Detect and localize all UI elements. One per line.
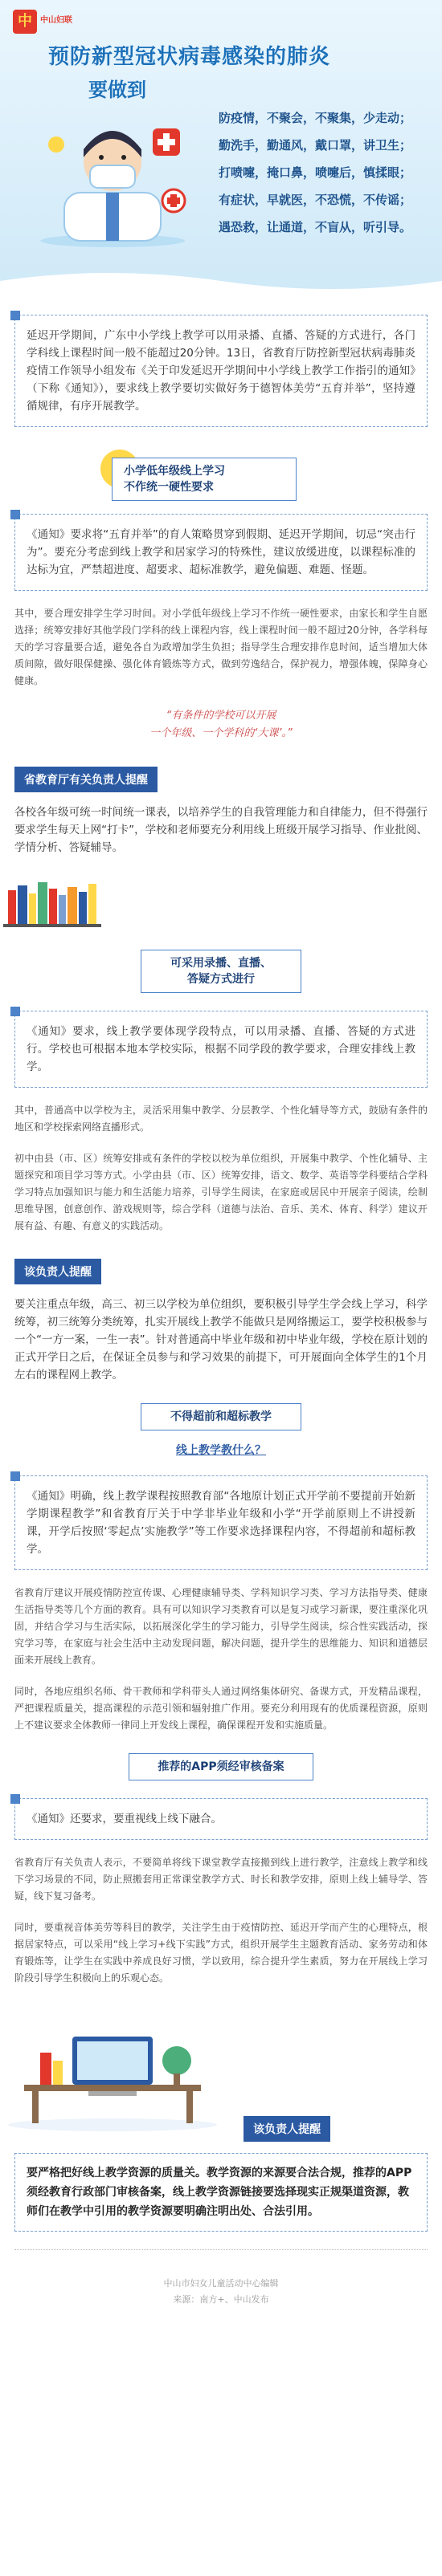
banner-wave-divider <box>0 265 442 297</box>
books-icon <box>0 879 104 927</box>
section1-body-text: 其中，要合理安排学生学习时间。对小学低年级线上学习不作统一硬性要求，由家长和学生自愿选择；统筹安排好其他学段门学科的线上课程内容，线上课程时间一般不超过20分钟，各学科每天的学习容量要合适，避免各自为政增加学生负担；指导学生合理安排作息时间，适当增加大体质间隙，做好眼保健操、强化体育锻炼等方式，做到劳逸结合，保护视力，增强体魄，保障身心健康。 <box>14 608 428 686</box>
section6-box <box>14 1798 428 1840</box>
section3-body <box>0 1102 442 1235</box>
section5-sublink[interactable]: 线上教学教什么？ <box>176 1444 266 1457</box>
section5-heading: 不得超前和超标教学 <box>141 1403 301 1430</box>
section1-box <box>14 514 428 591</box>
slogan-line: 勤洗手，勤通风，戴口罩，讲卫生； <box>219 138 412 153</box>
heading-line: 不作统一硬性要求 <box>124 481 214 494</box>
quote-line: “有条件的学校可以开展 <box>166 710 276 722</box>
section5-box-text: 《通知》明确，线上教学课程按照教育部“各地原计划正式开学前不要提前开始新学期课程教学”和省教育厅关于中学非毕业年级和小学“开学前原则上不讲授新课，开学后按照‘零起点’实施教学”等工作要求选择课程内容，不得超前和超标教学。 <box>27 1490 415 1556</box>
slogan-line: 有症状，早就医，不恐慌，不传谣； <box>219 193 412 207</box>
slogan-line: 遇恐救，让通道，不盲从，听引导。 <box>219 220 412 234</box>
section3-heading <box>141 950 301 993</box>
section2-tag: 省教育厅有关负责人提醒 <box>14 767 158 792</box>
heading-line: 小学低年级线上学习 <box>124 465 225 478</box>
section6-box-text: 《通知》还要求，要重视线上线下融合。 <box>27 1813 222 1825</box>
section6-heading: 推荐的APP须经审核备案 <box>129 1753 313 1780</box>
slogan-line: 防疫情，不聚会，不聚集，少走动； <box>219 111 412 125</box>
slogan-list <box>219 104 436 241</box>
heading-line: 答疑方式进行 <box>187 973 255 986</box>
section3-box-text: 《通知》要求，线上教学要体现学段特点，可以用录播、直播、答疑的方式进行。学校也可根据本地本学校实际，根据不同学段的教学要求，合理安排线上教学。 <box>27 1025 415 1073</box>
study-desk-illustration-icon <box>0 2004 225 2133</box>
section5-body-text: 省教育厅建议开展疫情防控宣传课、心理健康辅导类、学科知识学习类、学习方法指导类、健康生活指导类等几个方面的教育。具有可以知识学习类教育可以是复习或学习新课，要注重深化巩固，并结合学习与生活实际，以拓展深化学生的学习能力，引导学生阅读，综合性实践活动，探究学习等，在家庭与社会生活中主动发现问题，解决问题，提升学生的思维能力、知识和道德层面来开展线上教育。 <box>14 1587 428 1666</box>
footer-divider <box>14 2249 428 2250</box>
section7-text: 要严格把好线上教学资源的质量关。教学资源的来源要合法合规，推荐的APP须经教育行政部门审核备案，线上教学资源链接要选择现实正规渠道资源，教师们在教学中引用的教学资源要明确注明出处、合法引用。 <box>27 2167 412 2218</box>
section6-body-text: 省教育厅有关负责人表示，不要简单将线下课堂教学直接搬到线上进行教学，注意线上教学和线下学习场景的不同，防止照搬套用正常课堂教学方式、时长和教学安排，原则上线上辅导学、答疑，线下复习备考。 <box>14 1857 428 1902</box>
footer <box>0 2276 442 2319</box>
section5-body <box>0 1585 442 1734</box>
quote-line: 一个年级、一个学科的‘大课’。” <box>149 727 293 739</box>
section4-body <box>0 1296 442 1384</box>
section7-tag: 该负责人提醒 <box>244 2116 330 2142</box>
header-banner <box>0 0 442 297</box>
section1-heading-text <box>112 458 297 501</box>
section3-box <box>14 1011 428 1088</box>
section3-body-text-2: 初中由县（市、区）统筹安排或有条件的学校以校为单位组织，开展集中教学、个性化辅导、主题探究和项目学习等方式。小学由县（市、区）统筹安排，语文、数学、英语等学科要结合学科学习特点加强知识与能力和生活能力培养，引导学生阅读，在家庭或居民中开展亲子阅读，绘制思维导图，创意创作、游戏规则等，综合学科（道德与法治、音乐、美术、体育、科学）建议开展有益、有趣、有意义的实践活动。 <box>14 1153 428 1231</box>
section1-heading <box>100 450 342 496</box>
section3-body-text: 其中，普通高中以学校为主，灵活采用集中教学、分层教学、个性化辅导等方式，鼓励有条件的地区和学校探索网络直播形式。 <box>14 1105 428 1133</box>
intro-text: 延迟开学期间，广东中小学线上教学可以用录播、直播、答疑的方式进行，各门学科线上课程时间一般不能超过20分钟。13日，省教育厅防控新型冠状病毒肺炎疫情工作领导小组发布《关于印发延迟开学期间中小学线上教学工作指引的通知》（下称《通知》），要求线上教学要切实做好务于德智体美劳“五育并举”，坚持遵循规律，有序开展教学。 <box>27 329 415 413</box>
section4-text: 要关注重点年级，高三、初三以学校为单位组织，要积极引导学生学会线上学习，科学统筹，初三统筹分类统筹，扎实开展线上教学不能做只是网络搬运工，要学校积极参与一个“一方一案，一生一表”。针对普通高中毕业年级和初中毕业年级，学校在原计划的正式开学日之后，在保证全员参与和学习效果的前提下，可开展面向全体学生的1个月左右的课程网上教学。 <box>14 1298 428 1382</box>
banner-title: 预防新型冠状病毒感染的肺炎 <box>48 45 331 69</box>
section6-body-text-2: 同时，要重视音体美劳等科目的教学，关注学生由于疫情防控、延迟开学而产生的心理特点，根据居家特点，可以采用“线上学习+线下实践”方式，组织开展学生主题教育活动、家务劳动和体育锻炼等，让学生在实践中养成良好习惯，学以致用，综合提升学生素质，努力在开展线上学习阶段引导学生积极向上的乐观心态。 <box>14 1922 428 1984</box>
section2-text: 各校各年级可统一时间统一课表，以培养学生的自我管理能力和自律能力，但不得强行要求学生每天上网“打卡”，学校和老师要充分利用线上班级开展学习指导、作业批阅、学情分析、答疑辅导。 <box>14 806 428 854</box>
section1-body <box>0 605 442 690</box>
intro-box <box>14 315 428 427</box>
section7-box <box>14 2153 428 2232</box>
section5-body-text-2: 同时，各地应组织名师、骨干教师和学科带头人通过网络集体研究、备课方式，开发精品课程，严把课程质量关，提高课程的示范引领和辐射推广作用。要充分利用现有的优质课程资源，原则上不建议要求全体教师一律同上开发线上课程，确保课程开发和实施质量。 <box>14 1686 428 1731</box>
section1-quote <box>0 707 442 743</box>
doctor-illustration-icon <box>32 112 193 249</box>
footer-editor: 中山市妇女儿童活动中心编辑 <box>163 2278 279 2289</box>
footer-source: 来源：南方+、中山发布 <box>173 2294 269 2305</box>
section6-body <box>0 1854 442 1987</box>
banner-subtitle: 要做到 <box>88 79 146 101</box>
section1-box-text: 《通知》要求将“五育并举”的育人策略贯穿到假期、延迟开学期间，切忌“突击行为”。要充分考虑到线上教学和居家学习的特殊性，建议放缓进度，以课程标准的达标为宜，严禁超进度、超要求、超标准教学，避免偏题、难题、怪题。 <box>27 528 415 576</box>
section4-tag: 该负责人提醒 <box>14 1259 101 1284</box>
slogan-line: 打喷嚏，掩口鼻，喷嚏后，慎揉眼； <box>219 165 412 180</box>
section2-body <box>0 804 442 857</box>
brand-logo: 中 <box>13 10 37 34</box>
heading-line: 可采用录播、直播、 <box>170 957 272 970</box>
brand-name: 中山妇联 <box>40 16 72 25</box>
section5-box <box>14 1475 428 1570</box>
